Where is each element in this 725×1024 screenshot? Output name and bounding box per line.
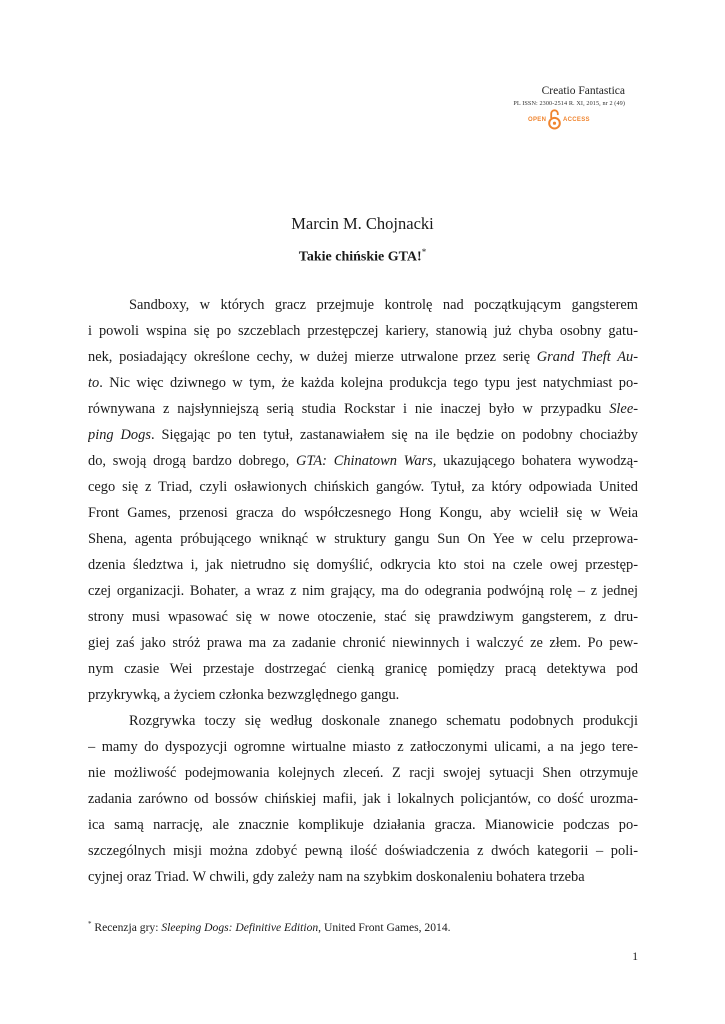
text-run: . Nic więc dziwnego w tym, że każda kolejna produkcja tego typu jest natychmiast po-	[99, 375, 638, 391]
text-run: szczególnych misji można zdobyć pewną ilość doświadczenia z dwóch kategorii – poli-	[88, 843, 638, 859]
page-number: 1	[632, 950, 638, 963]
text-run: nym czasie Wei przestaje dostrzegać cienką granicę pomiędzy pracą detektywa pod	[88, 661, 638, 677]
footnote-marker: *	[421, 247, 427, 257]
text-run: i powoli wspina się po szczeblach przestępczej kariery, stanowią już chyba osobny gatu-	[88, 323, 638, 339]
text-line	[88, 864, 638, 890]
text-line	[88, 500, 638, 526]
footnote-marker: *	[88, 920, 92, 928]
text-line	[88, 578, 638, 604]
text-run: równywana z najsłynniejszą serią studia Rockstar i nie inaczej było w przypadku	[88, 401, 610, 417]
open-access-open-label: OPEN	[528, 117, 547, 123]
article-body	[88, 292, 638, 890]
footnote-game-title: Sleeping Dogs: Definitive Edition	[161, 920, 319, 934]
text-line	[88, 292, 638, 318]
text-line	[88, 760, 638, 786]
footnote-rest: , United Front Games, 2014.	[318, 920, 451, 934]
journal-masthead	[405, 86, 625, 107]
text-run: dzenia śledztwa i, jak nietrudno się domyślić, odkrycia kto stoi na czele owej przestęp-	[88, 557, 638, 573]
text-run: Rozgrywka toczy się według doskonale znanego schematu podobnych produkcji	[129, 713, 638, 729]
text-run: giej zaś jako stróż prawa ma za zadanie chronić niewinnych i walczyć ze złem. Po pew-	[88, 635, 638, 651]
italic-title: Slee-	[609, 401, 638, 417]
body-paragraph	[88, 292, 638, 708]
text-run: do, swoją drogą bardzo dobrego,	[88, 453, 297, 469]
footnote-lead: Recenzja gry:	[91, 920, 162, 934]
text-run: ica samą narrację, ale znacznie komplikuje działania gracza. Mianowicie podczas po-	[88, 817, 638, 833]
text-run: . Sięgając po ten tytuł, zastanawiałem się na ile będzie on podobny chociażby	[150, 427, 638, 443]
text-run: cego się z Triad, czyli osławionych chińskich gangów. Tytuł, za który odpowiada United	[88, 479, 638, 495]
open-lock-icon	[548, 108, 561, 130]
text-run: Sandboxy, w których gracz przejmuje kontrolę nad początkującym gangsterem	[129, 297, 638, 313]
italic-title: to	[88, 375, 100, 391]
text-run: Shena, agenta próbującego wniknąć w struktury gangu Sun On Yee w celu przeprowa-	[88, 531, 638, 547]
text-line	[88, 422, 638, 448]
text-line	[88, 526, 638, 552]
text-line	[88, 734, 638, 760]
text-line	[88, 682, 638, 708]
text-run: Front Games, przenosi gracza do współczesnego Hong Kongu, aby wcielił się w Weia	[88, 505, 638, 521]
text-run: nie możliwość podejmowania kolejnych zleceń. Z racji swojej sytuacji Shen otrzymuje	[88, 765, 638, 781]
article-title-text: Takie chińskie GTA!	[298, 249, 422, 265]
author-name: Marcin M. Chojnacki	[291, 214, 434, 233]
footnote	[88, 920, 648, 934]
journal-name: Creatio Fantastica	[541, 85, 625, 97]
text-line	[88, 604, 638, 630]
text-run: przykrywką, a życiem członka bezwzględnego gangu.	[88, 687, 400, 703]
italic-title: GTA: Chinatown Wars,	[296, 453, 437, 469]
text-line	[88, 812, 638, 838]
text-run: czej organizacji. Bohater, a wraz z nim grający, ma do odegrania podwójną rolę – z jednej	[88, 583, 638, 599]
text-line	[88, 318, 638, 344]
text-line	[88, 708, 638, 734]
text-run: cyjnej oraz Triad. W chwili, gdy zależy nam na szybkim doskonaleniu bohatera trzeba	[88, 869, 585, 885]
article-title	[0, 247, 725, 266]
body-paragraph	[88, 708, 638, 890]
text-line	[88, 344, 638, 370]
text-line	[88, 474, 638, 500]
text-run: ukazującego bohatera wywodzą-	[436, 453, 638, 469]
text-line	[88, 838, 638, 864]
text-line	[88, 396, 638, 422]
text-line	[88, 656, 638, 682]
text-line	[88, 448, 638, 474]
text-run: zadania zarówno od bossów chińskiej mafii, jak i lokalnych policjantów, co dość urozma-	[88, 791, 638, 807]
text-line	[88, 370, 638, 396]
open-access-access-label: ACCESS	[563, 117, 590, 123]
text-run: strony musi wpasować się w nowe otoczenie, stać się prawdziwym gangsterem, z dru-	[88, 609, 638, 625]
italic-title: ping Dogs	[88, 427, 151, 443]
text-run: nek, posiadający określone cechy, w dużej mierze utrwalone przez serię	[88, 349, 537, 365]
text-line	[88, 552, 638, 578]
text-line	[88, 786, 638, 812]
text-run: – mamy do dyspozycji ogromne wirtualne miasto z zatłoczonymi ulicami, a na jego tere-	[88, 739, 638, 755]
italic-title: Grand Theft Au-	[536, 349, 638, 365]
journal-issn: PL ISSN: 2300-2514 R. XI, 2015, nr 2 (49)	[513, 99, 625, 107]
text-line	[88, 630, 638, 656]
